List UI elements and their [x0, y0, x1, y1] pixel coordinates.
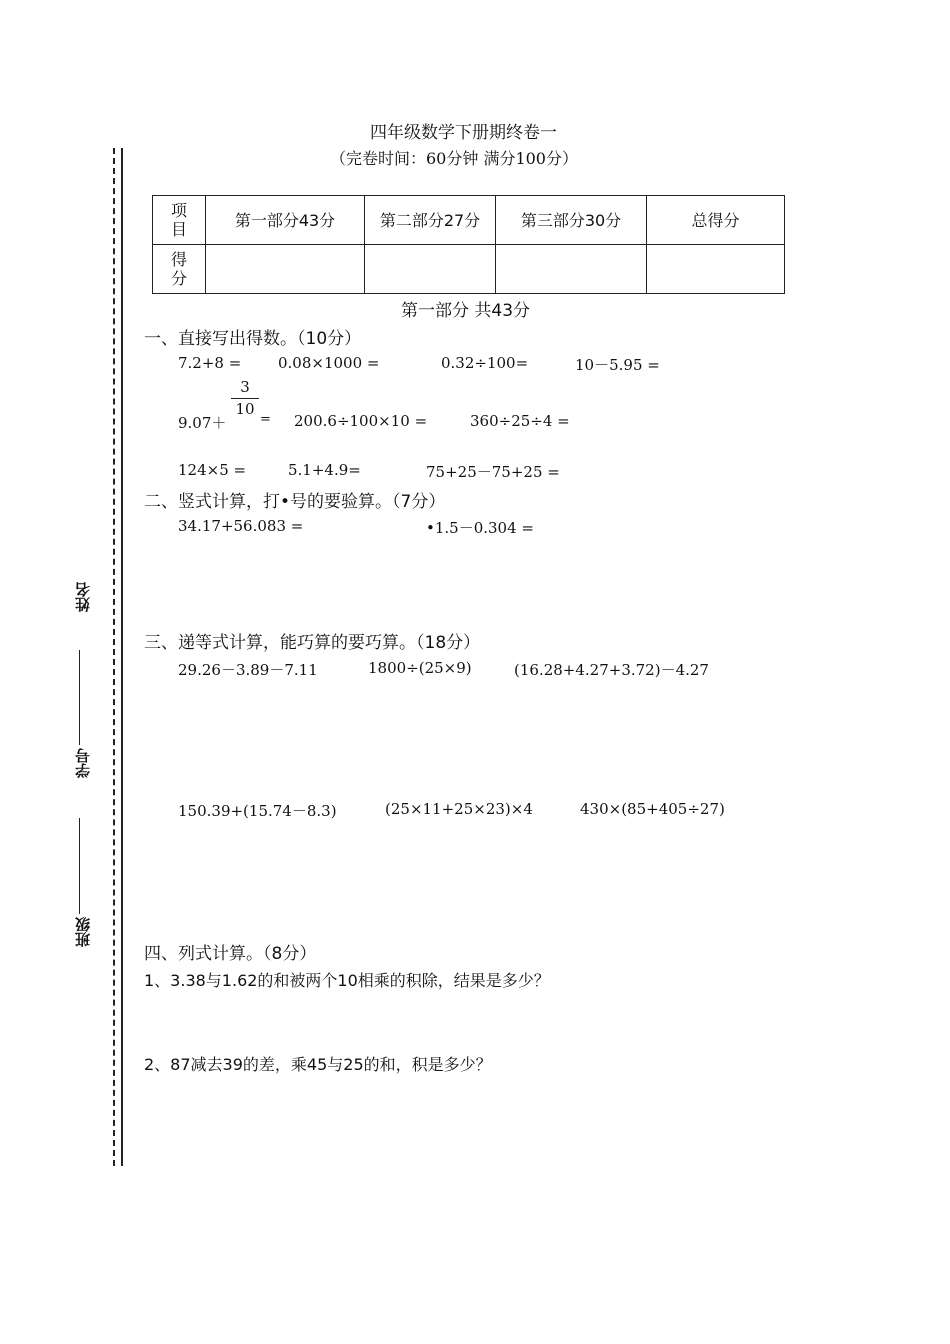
problem: 124×5 =: [178, 461, 247, 479]
problem: 5.1+4.9=: [288, 461, 361, 479]
fraction: [231, 378, 259, 418]
part1-title: 第一部分 共43分: [401, 301, 531, 321]
fraction-numerator: 3: [240, 378, 250, 396]
problem: 7.2+8 =: [178, 354, 242, 372]
problem: 360÷25÷4 =: [470, 412, 570, 430]
problem: (25×11+25×23)×4: [385, 800, 533, 818]
score-table: [152, 195, 785, 294]
side-label-name: 姓名: [74, 582, 92, 612]
table-cell-part2: 第二部分27分: [365, 196, 496, 245]
exam-subtitle: （完卷时间：60分钟 满分100分）: [330, 149, 578, 168]
problem: 1800÷(25×9): [368, 659, 472, 677]
table-cell-part3: 第三部分30分: [496, 196, 647, 245]
section2-heading: 二、竖式计算，打•号的要验算。（7分）: [144, 492, 446, 512]
score-input-part1[interactable]: [206, 245, 365, 294]
side-label-student-id: 学号: [74, 748, 92, 778]
problem: 29.26－3.89－7.11: [178, 661, 318, 679]
problem: 75+25－75+25 =: [426, 463, 560, 481]
problem: 0.32÷100=: [441, 354, 529, 372]
problem: 34.17+56.083 =: [178, 517, 304, 535]
problem: 9.07＋: [178, 414, 227, 432]
score-input-part2[interactable]: [365, 245, 496, 294]
fraction-bar: [231, 398, 259, 399]
name-underline: [79, 650, 80, 745]
section1-heading: 一、直接写出得数。（10分）: [144, 329, 362, 349]
section4-heading: 四、列式计算。（8分）: [144, 944, 317, 964]
table-cell-total: 总得分: [647, 196, 785, 245]
equals-sign: =: [260, 412, 271, 427]
table-cell-score-label: 得分: [153, 245, 206, 294]
problem: 200.6÷100×10 =: [294, 412, 428, 430]
side-label-class: 班级: [74, 917, 92, 947]
table-cell-part1: 第一部分43分: [206, 196, 365, 245]
section3-heading: 三、递等式计算，能巧算的要巧算。（18分）: [144, 633, 481, 653]
binding-solid-line: [121, 148, 123, 1166]
problem: 150.39+(15.74－8.3): [178, 802, 337, 820]
score-input-part3[interactable]: [496, 245, 647, 294]
problem: 10－5.95 =: [575, 356, 660, 374]
word-problem: 2、87减去39的差，乘45与25的和，积是多少？: [144, 1055, 492, 1074]
problem: 430×(85+405÷27): [580, 800, 725, 818]
score-input-total[interactable]: [647, 245, 785, 294]
student-id-underline: [79, 818, 80, 914]
binding-dashed-line: [113, 148, 115, 1166]
table-cell-item: 项目: [153, 196, 206, 245]
word-problem: 1、3.38与1.62的和被两个10相乘的积除，结果是多少？: [144, 971, 550, 990]
exam-title: 四年级数学下册期终卷一: [370, 123, 557, 143]
fraction-denominator: 10: [235, 400, 255, 418]
problem: •1.5－0.304 =: [426, 519, 534, 537]
problem: (16.28+4.27+3.72)－4.27: [514, 661, 709, 679]
problem: 0.08×1000 =: [278, 354, 380, 372]
